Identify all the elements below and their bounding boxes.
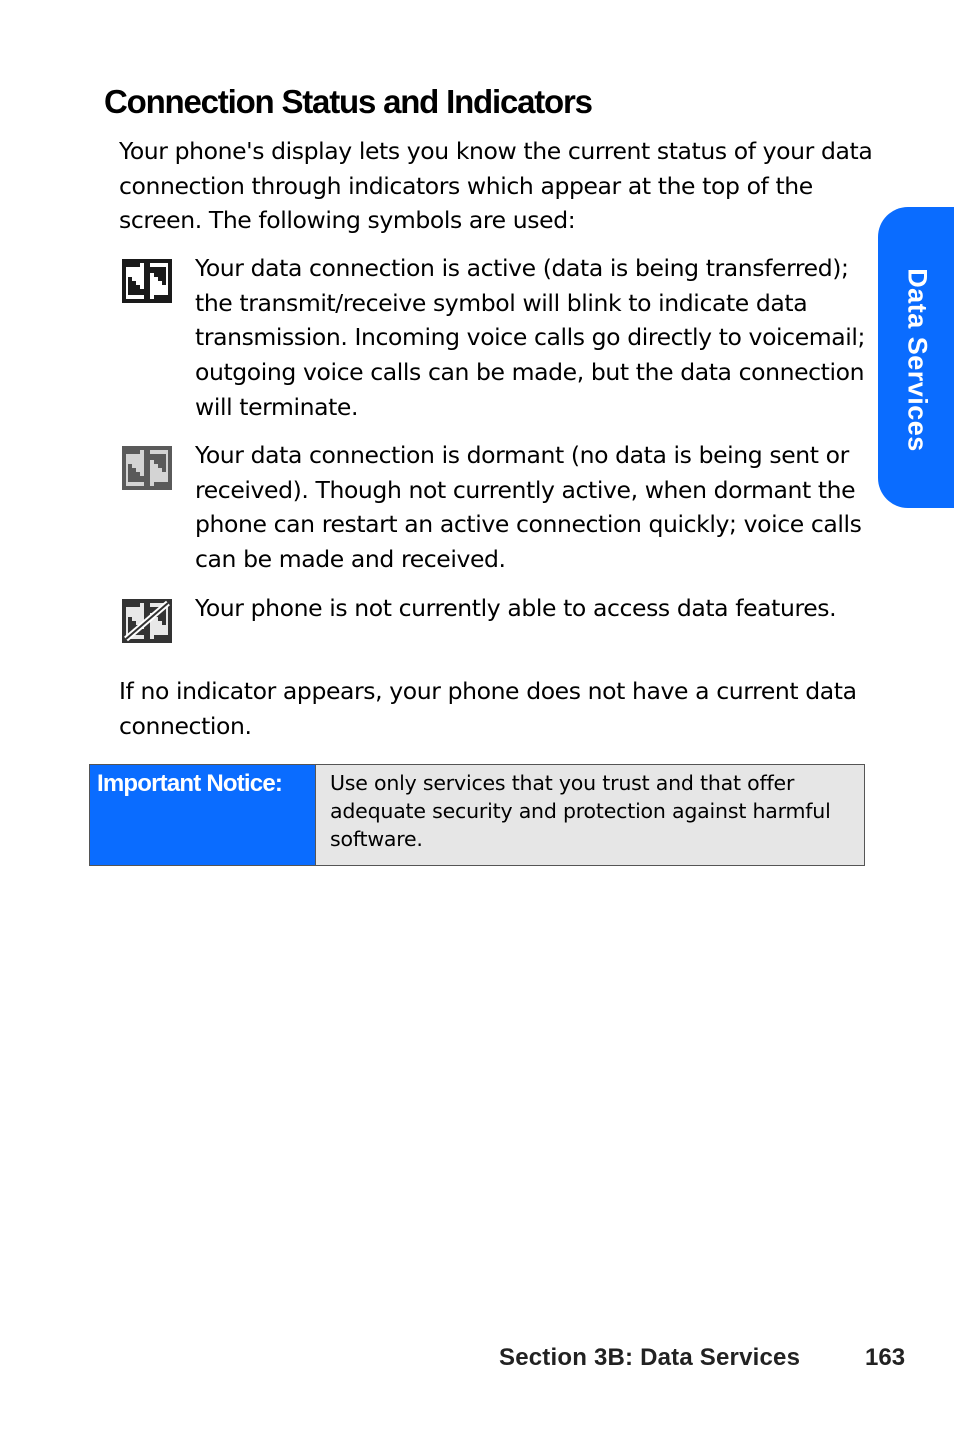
data-active-icon	[122, 259, 172, 303]
notice-label: Important Notice:	[97, 770, 283, 797]
data-unavailable-icon	[122, 599, 172, 643]
footer-page-number: 163	[865, 1344, 906, 1371]
outro-paragraph: If no indicator appears, your phone does not have a current data connection.	[119, 677, 857, 740]
footer-section-title: Section 3B: Data Services	[499, 1344, 801, 1371]
notice-label-cell	[90, 765, 316, 865]
symbol-description: Your data connection is active (data is being transferred); the transmit/receive symbol will blink to indicate data transmission. Incoming voice calls go directly to voicemail; outgoing voice calls can be made, but the data connection will terminate.	[195, 254, 866, 421]
important-notice-box	[89, 764, 865, 866]
intro-paragraph: Your phone's display lets you know the current status of your data connection through indicators which appear at the top of the screen. The following symbols are used:	[119, 137, 873, 235]
page-title: Connection Status and Indicators	[104, 83, 592, 120]
notice-text: Use only services that you trust and that offer adequate security and protection against harmful software.	[330, 771, 831, 851]
data-dormant-icon	[122, 446, 172, 490]
symbol-description: Your phone is not currently able to access data features.	[195, 594, 837, 622]
notice-text-cell	[316, 765, 864, 865]
section-side-tab-label: Data Services	[902, 268, 933, 452]
symbol-description: Your data connection is dormant (no data is being sent or received). Though not currently active, when dormant the phone can restart an active connection quickly; voice calls can be made and received.	[195, 441, 862, 574]
